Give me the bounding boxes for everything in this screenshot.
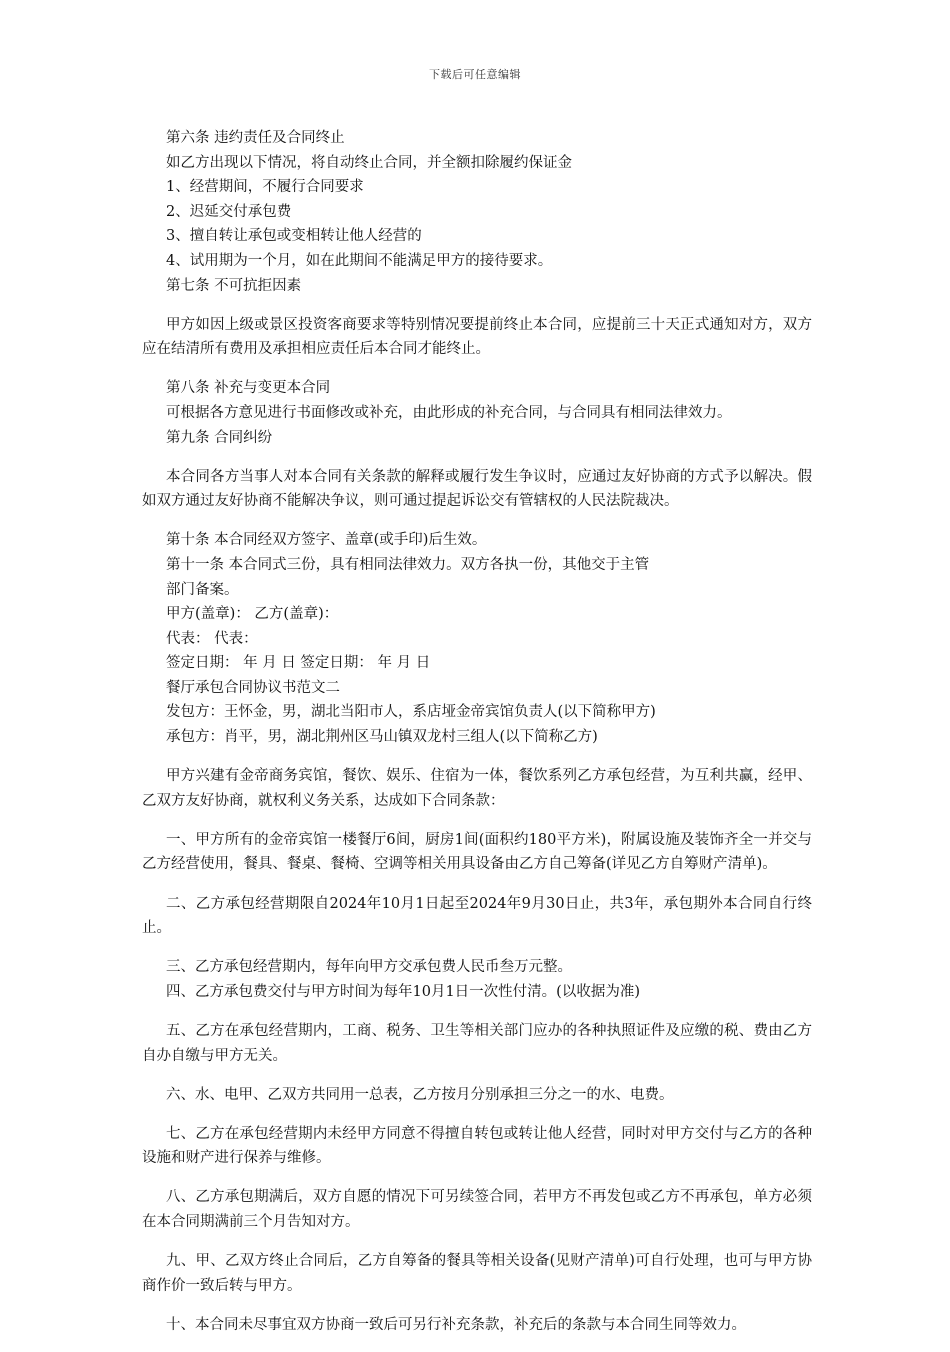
- clause-7: 七、乙方在承包经营期内未经甲方同意不得擅自转包或转让他人经营，同时对甲方交付与乙方的各种设施和财产进行保养与维修。: [142, 1125, 812, 1167]
- list-item: 2、迟延交付承包费: [166, 203, 292, 220]
- document-body: [142, 126, 812, 1352]
- party-b-info: 承包方：肖平，男，湖北荆州区马山镇双龙村三组人(以下简称乙方): [166, 729, 598, 746]
- list-item: 3、擅自转让承包或变相转让他人经营的: [166, 228, 422, 245]
- paragraph: 甲方如因上级或景区投资客商要求等特别情况要提前终止本合同，应提前三十天正式通知对方，双方应在结清所有费用及承担相应责任后本合同才能终止。: [142, 316, 812, 358]
- section-heading-11: 第十一条 本合同式三份，具有相同法律效力。双方各执一份，其他交于主管: [166, 556, 650, 573]
- signing-date-line: 签定日期： 年 月 日 签定日期： 年 月 日: [166, 655, 431, 672]
- clause-2: 二、乙方承包经营期限自2024年10月1日起至2024年9月30日止，共3年，承包期外本合同自行终止。: [142, 895, 812, 937]
- clause-3: 三、乙方承包经营期内，每年向甲方交承包费人民币叁万元整。: [166, 959, 572, 976]
- paragraph: 甲方兴建有金帝商务宾馆，餐饮、娱乐、住宿为一体，餐饮系列乙方承包经营，为互利共赢，经甲、乙双方友好协商，就权利义务关系，达成如下合同条款：: [142, 768, 812, 809]
- clause-9: 九、甲、乙双方终止合同后，乙方自筹备的餐具等相关设备(见财产清单)可自行处理，也可与甲方协商作价一致后转与甲方。: [142, 1253, 812, 1294]
- page-header: 下载后可任意编辑: [429, 68, 521, 81]
- paragraph: 如乙方出现以下情况，将自动终止合同，并全额扣除履约保证金: [166, 154, 572, 171]
- section-heading-10: 第十条 本合同经双方签字、盖章(或手印)后生效。: [166, 532, 487, 549]
- clause-5: 五、乙方在承包经营期内，工商、税务、卫生等相关部门应办的各种执照证件及应缴的税、费由乙方自办自缴与甲方无关。: [142, 1022, 812, 1064]
- clause-8: 八、乙方承包期满后，双方自愿的情况下可另续签合同，若甲方不再发包或乙方不再承包，单方必须在本合同期满前三个月告知对方。: [142, 1189, 812, 1230]
- list-item: 1、经营期间，不履行合同要求: [166, 179, 364, 196]
- section-heading-6: 第六条 违约责任及合同终止: [166, 130, 345, 146]
- paragraph: 可根据各方意见进行书面修改或补充，由此形成的补充合同，与合同具有相同法律效力。: [166, 404, 732, 421]
- clause-4: 四、乙方承包费交付与甲方时间为每年10月1日一次性付清。(以收据为准): [166, 983, 640, 1000]
- clause-10: 十、本合同未尽事宜双方协商一致后可另行补充条款，补充后的条款与本合同生同等效力。: [166, 1316, 746, 1333]
- section-heading-7: 第七条 不可抗拒因素: [166, 277, 302, 294]
- list-item: 4、试用期为一个月，如在此期间不能满足甲方的接待要求。: [166, 252, 553, 269]
- document-title-2: 餐厅承包合同协议书范文二: [166, 679, 340, 696]
- party-a-info: 发包方：王怀金，男，湖北当阳市人，系店垭金帝宾馆负责人(以下简称甲方): [166, 704, 656, 721]
- paragraph: 本合同各方当事人对本合同有关条款的解释或履行发生争议时，应通过友好协商的方式予以解决。假如双方通过友好协商不能解决争议，则可通过提起诉讼交有管辖权的人民法院裁决。: [142, 468, 812, 510]
- clause-6: 六、水、电甲、乙双方共同用一总表，乙方按月分别承担三分之一的水、电费。: [166, 1086, 674, 1103]
- paragraph: 部门备案。: [166, 581, 239, 598]
- representative-line: 代表： 代表：: [166, 630, 258, 647]
- section-heading-8: 第八条 补充与变更本合同: [166, 380, 331, 397]
- clause-1: 一、甲方所有的金帝宾馆一楼餐厅6间，厨房1间(面积约180平方米)，附属设施及装饰齐全一并交与乙方经营使用，餐具、餐桌、餐椅、空调等相关用具设备由乙方自己筹备(详见乙方自筹财产清单)。: [142, 831, 812, 873]
- signature-line: 甲方(盖章)： 乙方(盖章)：: [166, 606, 339, 623]
- section-heading-9: 第九条 合同纠纷: [166, 429, 273, 446]
